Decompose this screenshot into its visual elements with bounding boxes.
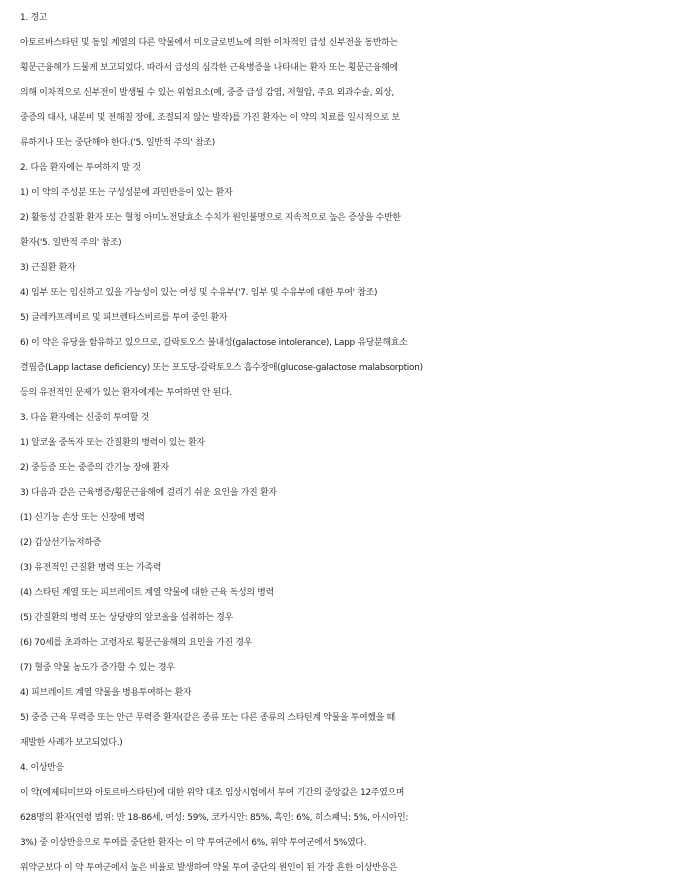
text-line: 3%) 중 이상반응으로 투여를 중단한 환자는 이 약 투여군에서 6%, 위약 투여군에서 5%였다. — [20, 838, 367, 848]
sub-list-item: (5) 간질환의 병력 또는 상당량의 알코올을 섭취하는 경우 — [20, 613, 233, 623]
sub-list-item: (1) 신기능 손상 또는 신장애 병력 — [20, 513, 145, 523]
list-item: 1) 이 약의 주성분 또는 구성성분에 과민반응이 있는 환자 — [20, 188, 233, 198]
list-item: 6) 이 약은 유당을 함유하고 있으므로, 갈락토오스 불내성(galactose intolerance), Lapp 유당분해효소 — [20, 338, 408, 348]
section-heading-warning: 1. 경고 — [20, 13, 48, 23]
text-line: 의해 이차적으로 신부전이 발생될 수 있는 위험요소(예, 중증 급성 감염, 저혈압, 주요 외과수술, 외상, — [20, 88, 395, 98]
text-line: 횡문근융해가 드물게 보고되었다. 따라서 급성의 심각한 근육병증을 나타내는 환자 또는 횡문근융해에 — [20, 63, 398, 73]
list-item: 2) 중등증 또는 중증의 간기능 장애 환자 — [20, 463, 169, 473]
list-item: 3) 근질환 환자 — [20, 263, 76, 273]
text-line: 아토르바스타틴 및 동일 계열의 다른 약물에서 미오글로빈뇨에 의한 이차적인 급성 신부전을 동반하는 — [20, 38, 398, 48]
section-heading-precautions: 3. 다음 환자에는 신중히 투여할 것 — [20, 413, 150, 423]
text-line: 류하거나 또는 중단해야 한다.('5. 일반적 주의' 참조) — [20, 138, 215, 148]
text-line: 628명의 환자(연령 범위: 만 18-86세, 여성: 59%, 코카시안: 85%, 흑인: 6%, 히스패닉: 5%, 아시아인: — [20, 813, 409, 823]
list-item: 3) 다음과 같은 근육병증/횡문근융해에 걸리기 쉬운 요인을 가진 환자 — [20, 488, 277, 498]
sub-list-item: (3) 유전적인 근질환 병력 또는 가족력 — [20, 563, 162, 573]
text-line: 재발한 사례가 보고되었다.) — [20, 738, 123, 748]
sub-list-item: (4) 스타틴 계열 또는 피브레이트 계열 약물에 대한 근육 독성의 병력 — [20, 588, 274, 598]
list-item: 4) 피브레이트 계열 약물을 병용투여하는 환자 — [20, 688, 192, 698]
text-line: 등의 유전적인 문제가 있는 환자에게는 투여하면 안 된다. — [20, 388, 233, 398]
list-item: 5) 중증 근육 무력증 또는 안근 무력증 환자(같은 종류 또는 다른 종류의 스타틴계 약물을 투여했을 때 — [20, 713, 395, 723]
sub-list-item: (6) 70세를 초과하는 고령자로 횡문근융해의 요인을 가진 경우 — [20, 638, 253, 648]
text-line: 중증의 대사, 내분비 및 전해질 장애, 조절되지 않는 발작)를 가진 환자는 이 약의 치료를 일시적으로 보 — [20, 113, 400, 123]
section-heading-adverse-reactions: 4. 이상반응 — [20, 763, 64, 773]
list-item: 4) 임부 또는 임신하고 있을 가능성이 있는 여성 및 수유부('7. 임부 및 수유부에 대한 투여' 참조) — [20, 288, 378, 298]
sub-list-item: (2) 갑상선기능저하증 — [20, 538, 101, 548]
text-line: 결핍증(Lapp lactase deficiency) 또는 포도당-갈락토오스 흡수장애(glucose-galactose malabsorption) — [20, 363, 423, 373]
text-line: 위약군보다 이 약 투여군에서 높은 비율로 발생하여 약물 투여 중단의 원인이 된 가장 흔한 이상반응은 — [20, 863, 398, 873]
text-line: 환자('5. 일반적 주의' 참조) — [20, 238, 122, 248]
list-item: 2) 활동성 간질환 환자 또는 혈청 아미노전달효소 수치가 원인불명으로 지속적으로 높은 증상을 수반한 — [20, 213, 401, 223]
text-line: 이 약(에제티미브와 아토르바스타틴)에 대한 위약 대조 임상시험에서 투여 기간의 중앙값은 12주였으며 — [20, 788, 405, 798]
section-heading-contraindications: 2. 다음 환자에는 투여하지 말 것 — [20, 163, 141, 173]
list-item: 1) 알코올 중독자 또는 간질환의 병력이 있는 환자 — [20, 438, 205, 448]
sub-list-item: (7) 혈중 약물 농도가 증가할 수 있는 경우 — [20, 663, 175, 673]
list-item: 5) 글레카프레비르 및 피브렌타스비르를 투여 중인 환자 — [20, 313, 228, 323]
